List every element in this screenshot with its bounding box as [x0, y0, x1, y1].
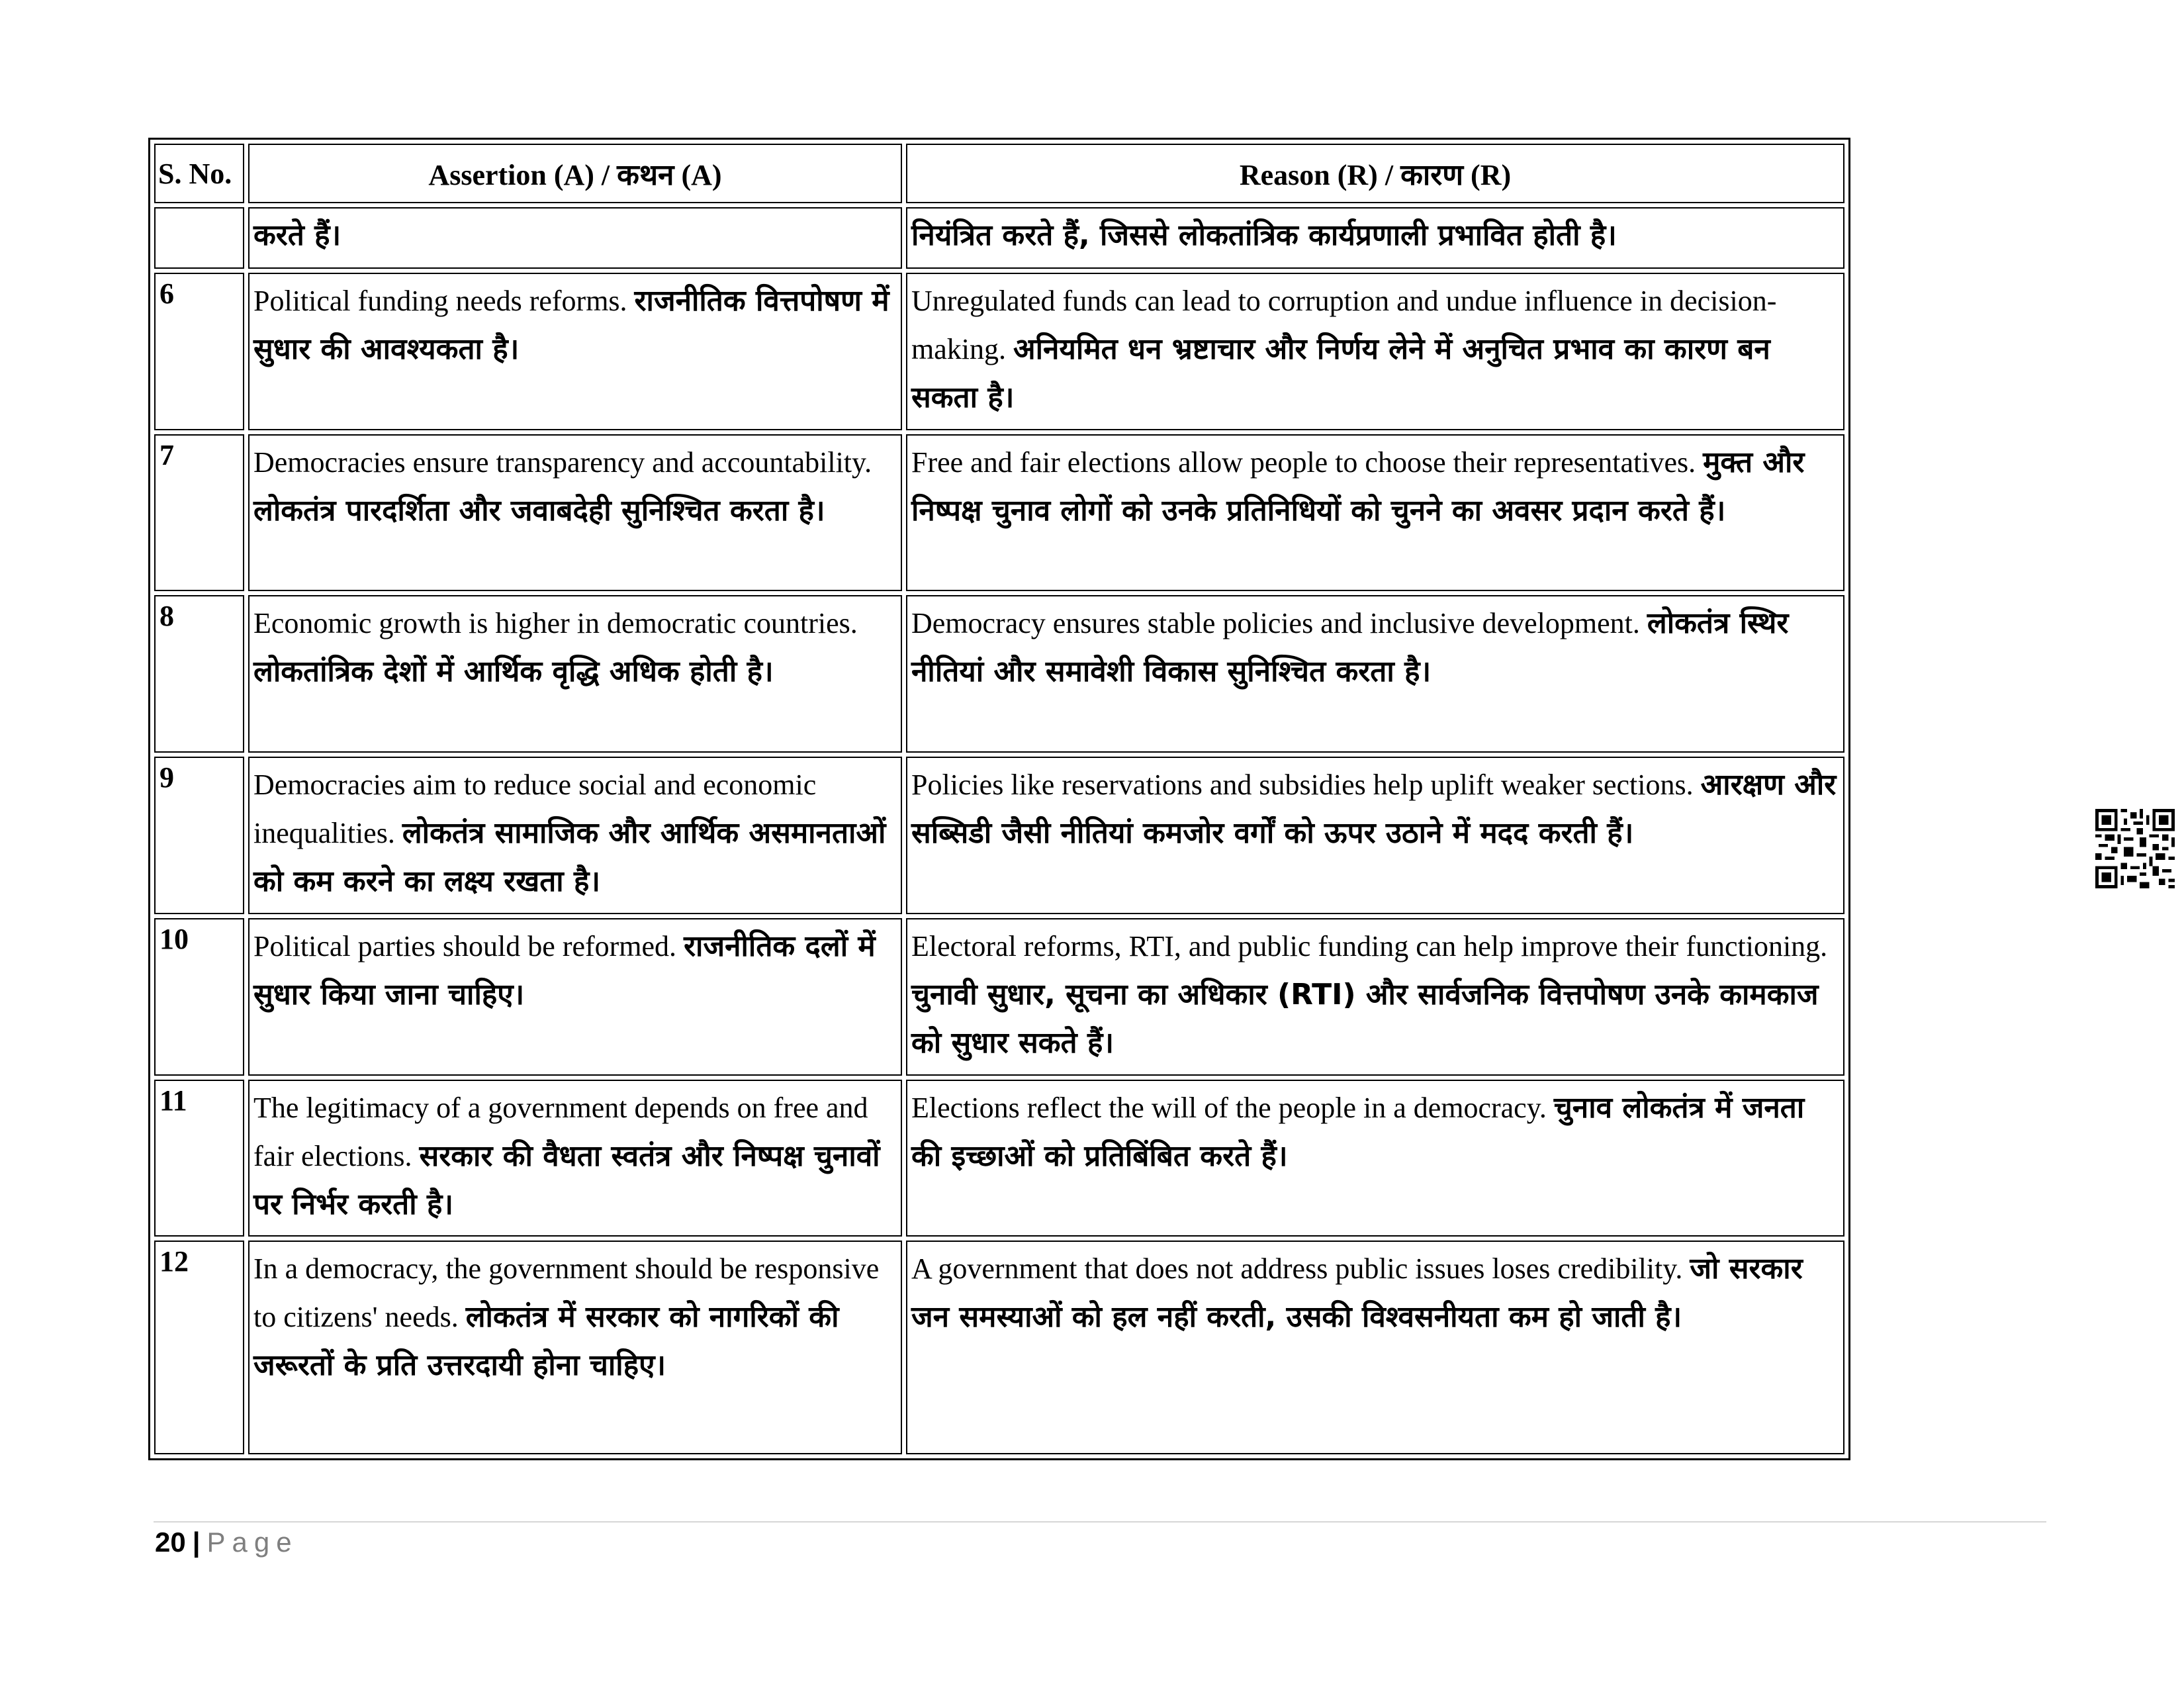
- row-number: 7: [154, 434, 244, 592]
- table-row: [154, 207, 1844, 269]
- assertion-hindi: लोकतंत्र पारदर्शिता और जवाबदेही सुनिश्चित करता है।: [253, 493, 825, 528]
- reason-cell: [906, 757, 1844, 914]
- assertion-cell: [248, 757, 902, 914]
- assertion-english: In a democracy, the government should be responsive to citizens' needs.: [253, 1252, 880, 1334]
- reason-cell: [906, 434, 1844, 592]
- reason-cell: [906, 1241, 1844, 1454]
- reason-english: A government that does not address public issues loses credibility.: [911, 1252, 1690, 1286]
- assertion-cell: [248, 207, 902, 269]
- reason-english: Policies like reservations and subsidies help uplift weaker sections.: [911, 769, 1701, 802]
- table-row: [154, 918, 1844, 1076]
- assertion-hindi: करते हैं।: [253, 218, 341, 252]
- assertion-english: The legitimacy of a government depends on free and fair elections.: [253, 1091, 868, 1172]
- row-number: [154, 207, 244, 269]
- row-number: 8: [154, 595, 244, 753]
- assertion-hindi: लोकतंत्र में सरकार को नागरिकों की जरूरतों के प्रति उत्तरदायी होना चाहिए।: [253, 1300, 839, 1383]
- reason-cell: [906, 918, 1844, 1076]
- reason-hindi: आरक्षण और सब्सिडी जैसी नीतियां कमजोर वर्गों को ऊपर उठाने में मदद करती हैं।: [911, 768, 1837, 851]
- reason-cell: [906, 1080, 1844, 1237]
- assertion-english: Democracies ensure transparency and accountability.: [253, 445, 872, 479]
- table-row: [154, 273, 1844, 430]
- page-number: 20: [155, 1526, 186, 1558]
- reason-cell: [906, 207, 1844, 269]
- assertion-cell: [248, 434, 902, 592]
- reason-english: Elections reflect the will of the people in a democracy.: [911, 1091, 1554, 1124]
- footer-separator: |: [192, 1526, 201, 1558]
- assertion-reason-table: [148, 138, 1850, 1460]
- table-row: [154, 1080, 1844, 1237]
- reason-hindi: जो सरकार जन समस्याओं को हल नहीं करती, उसकी विश्वसनीयता कम हो जाती है।: [911, 1252, 1803, 1335]
- reason-cell: [906, 595, 1844, 753]
- assertion-english: Political funding needs reforms.: [253, 284, 635, 317]
- assertion-hindi: राजनीतिक वित्तपोषण में सुधार की आवश्यकता है।: [253, 283, 889, 366]
- table-row: [154, 1241, 1844, 1454]
- reason-english: Free and fair elections allow people to choose their representatives.: [911, 445, 1704, 479]
- page-label: Page: [206, 1526, 298, 1558]
- reason-hindi: अनियमित धन भ्रष्टाचार और निर्णय लेने में अनुचित प्रभाव का कारण बन सकता है।: [911, 332, 1770, 414]
- reason-cell: [906, 273, 1844, 430]
- assertion-cell: [248, 1241, 902, 1454]
- reason-english: Unregulated funds can lead to corruption and undue influence in decision-making.: [911, 284, 1777, 365]
- reason-english: Electoral reforms, RTI, and public funding can help improve their functioning.: [911, 929, 1828, 962]
- table-row: [154, 434, 1844, 592]
- row-number: 12: [154, 1241, 244, 1454]
- assertion-english: Economic growth is higher in democratic countries.: [253, 607, 858, 640]
- table-row: [154, 757, 1844, 914]
- assertion-hindi: राजनीतिक दलों में सुधार किया जाना चाहिए।: [253, 929, 876, 1011]
- assertion-english: Democracies aim to reduce social and economic inequalities.: [253, 769, 817, 850]
- reason-hindi: मुक्त और निष्पक्ष चुनाव लोगों को उनके प्रतिनिधियों को चुनने का अवसर प्रदान करते हैं।: [911, 445, 1805, 528]
- page-footer: [155, 1526, 298, 1558]
- header-sno: S. No.: [154, 144, 244, 203]
- row-number: 6: [154, 273, 244, 430]
- reason-hindi: चुनाव लोकतंत्र में जनता की इच्छाओं को प्रतिबिंबित करते हैं।: [911, 1090, 1805, 1173]
- table-header-row: [154, 144, 1844, 203]
- qr-code-icon: [2095, 809, 2175, 888]
- reason-hindi: लोकतंत्र स्थिर नीतियां और समावेशी विकास सुनिश्चित करता है।: [911, 606, 1789, 689]
- reason-hindi: चुनावी सुधार, सूचना का अधिकार (RTI) और सार्वजनिक वित्तपोषण उनके कामकाज को सुधार सकते हैं।: [911, 977, 1819, 1060]
- assertion-cell: [248, 918, 902, 1076]
- row-number: 10: [154, 918, 244, 1076]
- assertion-cell: [248, 595, 902, 753]
- header-assertion: Assertion (A) / कथन (A): [248, 144, 902, 203]
- assertion-english: Political parties should be reformed.: [253, 929, 684, 962]
- row-number: 9: [154, 757, 244, 914]
- assertion-cell: [248, 1080, 902, 1237]
- reason-hindi: नियंत्रित करते हैं, जिससे लोकतांत्रिक कार्यप्रणाली प्रभावित होती है।: [911, 218, 1617, 252]
- reason-english: Democracy ensures stable policies and inclusive development.: [911, 607, 1647, 640]
- assertion-cell: [248, 273, 902, 430]
- table-row: [154, 595, 1844, 753]
- row-number: 11: [154, 1080, 244, 1237]
- assertion-hindi: लोकतांत्रिक देशों में आर्थिक वृद्धि अधिक होती है।: [253, 655, 774, 689]
- footer-divider: [154, 1521, 2046, 1523]
- header-reason: Reason (R) / कारण (R): [906, 144, 1844, 203]
- assertion-hindi: लोकतंत्र सामाजिक और आर्थिक असमानताओं को कम करने का लक्ष्य रखता है।: [253, 816, 886, 899]
- assertion-hindi: सरकार की वैधता स्वतंत्र और निष्पक्ष चुनावों पर निर्भर करती है।: [253, 1139, 880, 1221]
